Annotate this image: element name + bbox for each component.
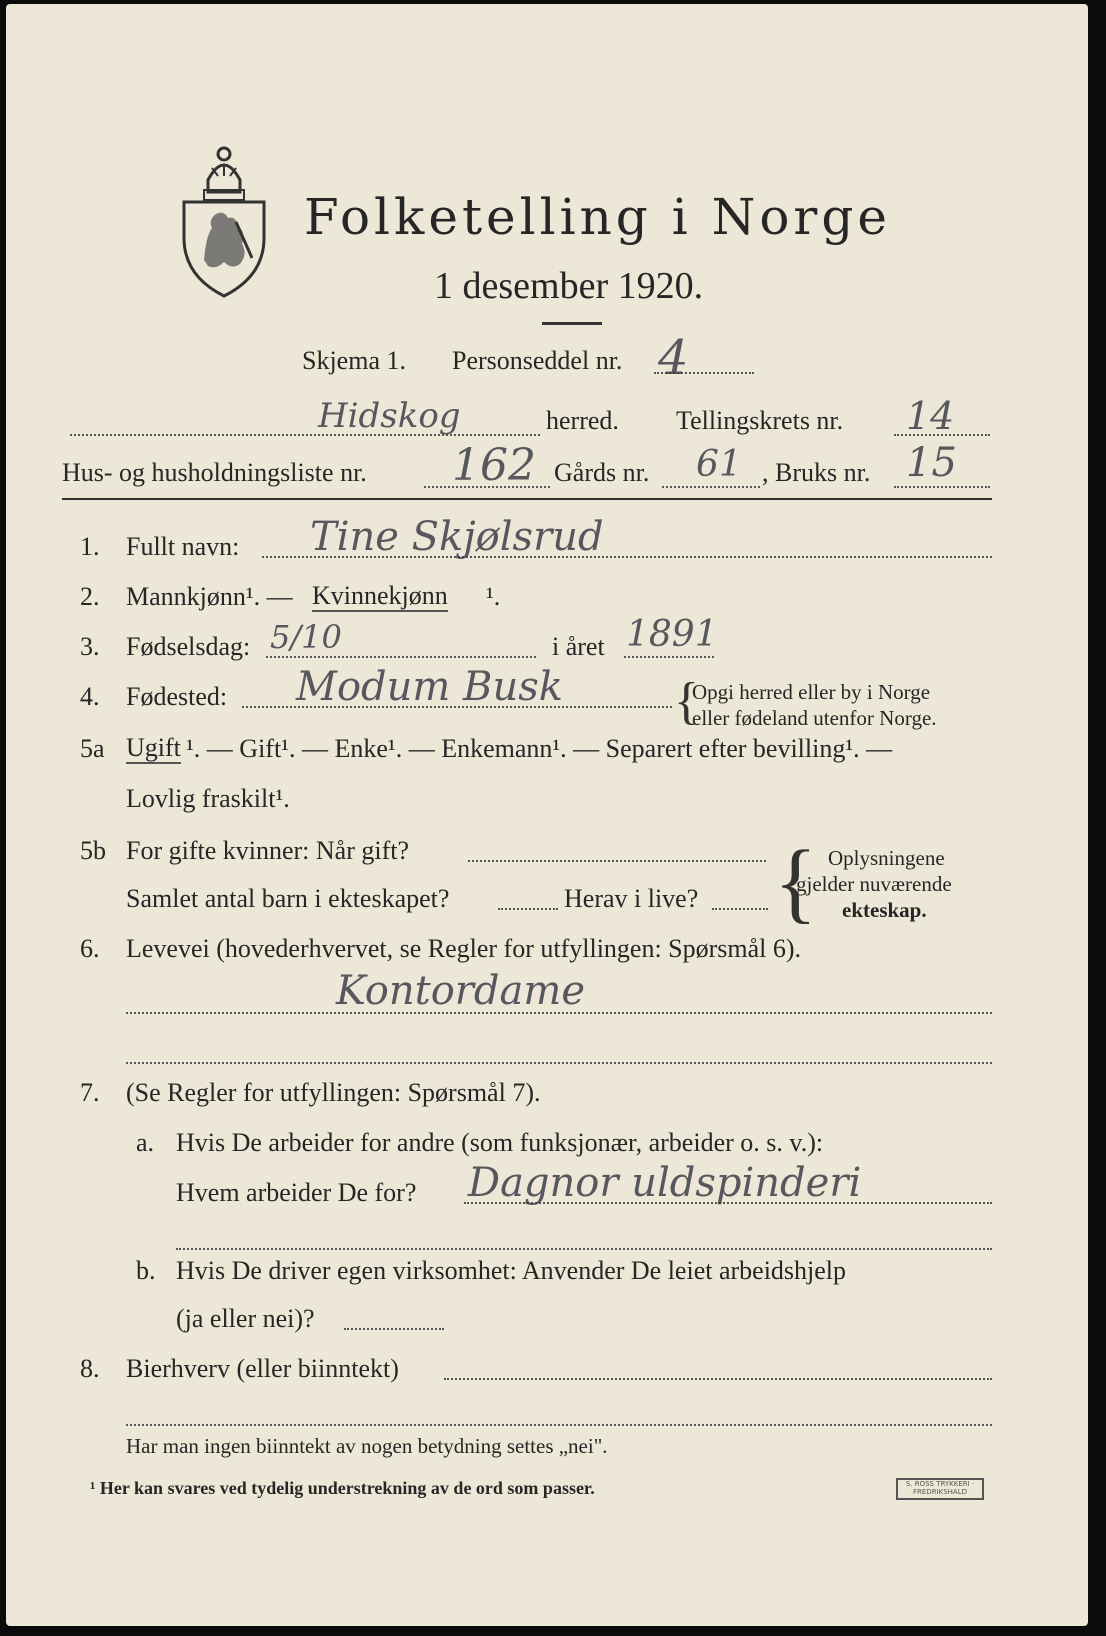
q7b-line — [344, 1328, 444, 1330]
q4-number: 4. — [80, 682, 100, 711]
q7b-label-2: (ja eller nei)? — [176, 1304, 315, 1333]
q7a-value: Dagnor uldspinderi — [468, 1160, 862, 1206]
form-title: Folketelling i Norge — [304, 188, 891, 246]
q6-label: Levevei (hovederhvervet, se Regler for utfyllingen: Spørsmål 6). — [126, 934, 802, 963]
q4-note-2: eller fødeland utenfor Norge. — [692, 706, 937, 730]
q8-line-2 — [126, 1424, 992, 1426]
bottom-note: Har man ingen biinntekt av nogen betydning settes „nei". — [126, 1434, 608, 1458]
tellingskrets-label: Tellingskrets nr. — [676, 406, 844, 435]
q5b-label-2: Samlet antal barn i ekteskapet? — [126, 884, 450, 913]
gards-line — [662, 486, 760, 488]
bruks-line — [894, 486, 990, 488]
q3-year-line — [624, 656, 714, 658]
personseddel-label: Personseddel nr. — [452, 346, 623, 375]
q3-year-label: i året — [552, 632, 605, 661]
q6-line-2 — [126, 1062, 992, 1064]
q7b-label-1: Hvis De driver egen virksomhet: Anvender De leiet arbeidshjelp — [176, 1256, 847, 1285]
q7b-letter: b. — [136, 1256, 156, 1285]
gards-label: Gårds nr. — [554, 458, 650, 487]
q5b-note-3: ekteskap. — [842, 898, 927, 922]
herred-label: herred. — [546, 406, 619, 435]
norway-coat-of-arms — [178, 140, 270, 300]
q3-year-value: 1891 — [626, 614, 718, 655]
q6-number: 6. — [80, 934, 100, 963]
personseddel-value: 4 — [658, 330, 689, 386]
q2-label-female: Kvinnekjønn — [312, 581, 448, 610]
q1-number: 1. — [80, 532, 100, 561]
q5b-line-2 — [498, 908, 558, 910]
q5a-number: 5a — [80, 734, 105, 763]
q7a-line-2 — [176, 1248, 992, 1250]
q4-value: Modum Busk — [296, 664, 563, 710]
bruks-value: 15 — [906, 440, 957, 486]
q7a-label-2: Hvem arbeider De for? — [176, 1178, 417, 1207]
q4-note-1: Opgi herred eller by i Norge — [692, 680, 931, 704]
q2-label-end: ¹. — [486, 582, 501, 611]
q8-label: Bierhverv (eller biinntekt) — [126, 1354, 399, 1383]
q5b-note-1: Oplysningene — [828, 846, 945, 870]
q5a-line2: Lovlig fraskilt¹. — [126, 784, 290, 813]
q5a-ugift: Ugift — [126, 733, 181, 762]
husliste-label: Hus- og husholdningsliste nr. — [62, 458, 367, 487]
q5b-brace: { — [774, 833, 818, 932]
q5b-line-3 — [712, 908, 768, 910]
q3-value: 5/10 — [270, 618, 342, 656]
q8-number: 8. — [80, 1354, 100, 1383]
q3-label: Fødselsdag: — [126, 632, 251, 661]
census-date: 1 desember 1920. — [434, 265, 704, 307]
herred-line — [70, 434, 540, 436]
q5b-line-1 — [468, 860, 766, 862]
q2-label-male: Mannkjønn¹. — — [126, 582, 293, 611]
herred-value: Hidskog — [318, 396, 461, 436]
title-divider — [542, 322, 602, 325]
q3-line — [266, 656, 536, 658]
census-form — [6, 4, 1088, 1626]
q5b-label-1: For gifte kvinner: Når gift? — [126, 836, 410, 865]
q7-number: 7. — [80, 1078, 100, 1107]
q5b-label-3: Herav i live? — [564, 884, 699, 913]
q5b-number: 5b — [80, 836, 106, 865]
q1-value: Tine Skjølsrud — [310, 514, 604, 560]
printer-stamp: S. ROSS TRYKKERI · FREDRIKSHALD — [896, 1478, 984, 1500]
q2-number: 2. — [80, 582, 100, 611]
q7-label: (Se Regler for utfyllingen: Spørsmål 7). — [126, 1078, 541, 1107]
header-rule — [62, 498, 992, 500]
q4-label: Fødested: — [126, 682, 228, 711]
q5b-note-2: gjelder nuværende — [796, 872, 952, 896]
tellingskrets-value: 14 — [906, 394, 955, 438]
q3-number: 3. — [80, 632, 100, 661]
footnote: ¹ Her kan svares ved tydelig understrekning av de ord som passer. — [90, 1478, 595, 1498]
q5a-options: ¹. — Gift¹. — Enke¹. — Enkemann¹. — Separert efter bevilling¹. — — [186, 734, 893, 763]
q7a-label-1: Hvis De arbeider for andre (som funksjonær, arbeider o. s. v.): — [176, 1128, 824, 1157]
skjema-label: Skjema 1. — [302, 346, 406, 375]
q8-line-1 — [444, 1378, 992, 1380]
bruks-label: , Bruks nr. — [762, 458, 871, 487]
q4-brace: { — [674, 673, 699, 730]
husliste-value: 162 — [452, 440, 536, 491]
gards-value: 61 — [696, 444, 742, 485]
q7a-letter: a. — [136, 1128, 155, 1157]
q6-value: Kontordame — [336, 968, 585, 1014]
q1-label: Fullt navn: — [126, 532, 240, 561]
